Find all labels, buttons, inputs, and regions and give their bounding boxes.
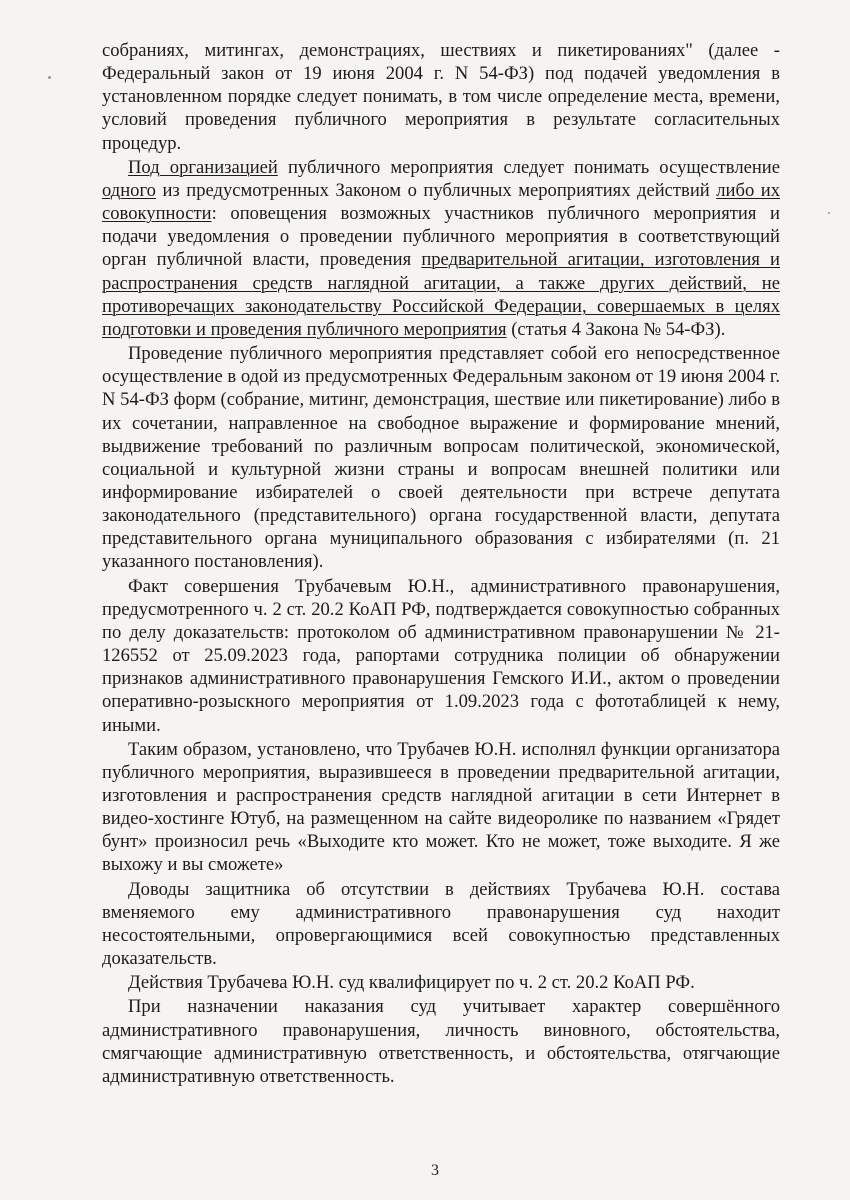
text-run: Проведение публичного мероприятия представляет собой его непосредственное осуществление в одой из предусмотренных Федеральным законом от 19 июня 2004 г. N 54-ФЗ форм (собрание, митинг, демонстрация, шествие или пикетирование) либо в их сочетании, направленное на свободное выражение и формирование мнений, выдвижение требований по различным вопросам политической, экономической, социальной и культурной жизни страны и вопросам внешней политики или информирование избирателей о своей деятельности при встрече депутата законодательного (представительного) органа государственной власти, депутата представительного органа муниципального образования с избирателями (п. 21 указанного постановления). (102, 343, 780, 573)
text-run: Факт совершения Трубачевым Ю.Н., административного правонарушения, предусмотренного ч. 2 ст. 20.2 КоАП РФ, подтверждается совокупностью собранных по делу доказательств: протоколом об административном правонарушении № 21-126552 от 25.09.2023 года, рапортами сотрудника полиции об обнаружении признаков административного правонарушения Гемского И.И., актом о проведении оперативно-розыскного мероприятия от 1.09.2023 года с фототаблицей к нему, иными. (102, 575, 780, 736)
page-number: 3 (431, 1162, 439, 1179)
scan-speck-mark (48, 76, 51, 79)
underlined-text: Под организацией (128, 156, 278, 178)
paragraph-7 (102, 971, 780, 994)
text-run: Таким образом, установлено, что Трубачев Ю.Н. исполнял функции организатора публичного мероприятия, выразившееся в проведении предварительной агитации, изготовления и распространения средств наглядной агитации в сети Интернет в видео-хостинге Ютуб, на размещенном на сайте видеоролике по названием «Грядет бунт» произносил речь «Выходите кто может. Кто не может, тоже выходите. Я же выхожу и вы сможете» (102, 738, 780, 876)
paragraph-4 (102, 575, 780, 737)
text-run: Доводы защитника об отсутствии в действиях Трубачева Ю.Н. состава вменяемого ему административного правонарушения суд находит несостоятельными, опровергающимися всей совокупностью представленных доказательств. (102, 878, 780, 970)
text-run: собраниях, митингах, демонстрациях, шествиях и пикетированиях" (далее - Федеральный закон от 19 июня 2004 г. N 54-ФЗ) под подачей уведомления в установленном порядке следует понимать, в том числе определение места, времени, условий проведения публичного мероприятия в результате согласительных процедур. (102, 40, 780, 154)
text-run: (статья 4 Закона № 54-ФЗ). (506, 318, 726, 340)
text-run: публичного мероприятия следует понимать осуществление (277, 156, 780, 178)
paragraph-8 (102, 995, 780, 1088)
paragraph-1 (102, 39, 780, 155)
paragraph-2 (102, 156, 780, 341)
underlined-text: предварительной агитации, изготовления и распространения средств наглядной агитации, а также других действий, не противоречащих законодательству Российской Федерации, совершаемых в целях подготовки и проведения публичного мероприятия (102, 249, 780, 340)
underlined-text: одного (102, 179, 156, 201)
text-run: При назначении наказания суд учитывает характер совершённого административного правонарушения, личность виновного, обстоятельства, смягчающие административную ответственность, и обстоятельства, отягчающие административную ответственность. (102, 996, 780, 1087)
text-run: из предусмотренных Законом о публичных мероприятиях действий (155, 179, 717, 201)
document-body (102, 39, 780, 1088)
text-run: : оповещения возможных участников публичного мероприятия и подачи уведомления о проведении публичного мероприятия в соответствующий орган публичной власти, проведения (102, 203, 780, 271)
paragraph-3 (102, 342, 780, 574)
scan-speck-mark (828, 212, 830, 214)
paragraph-5 (102, 738, 780, 877)
underlined-text: либо их совокупности (102, 179, 780, 225)
text-run: Действия Трубачева Ю.Н. суд квалифицирует по ч. 2 ст. 20.2 КоАП РФ. (128, 972, 695, 994)
paragraph-6 (102, 878, 780, 971)
